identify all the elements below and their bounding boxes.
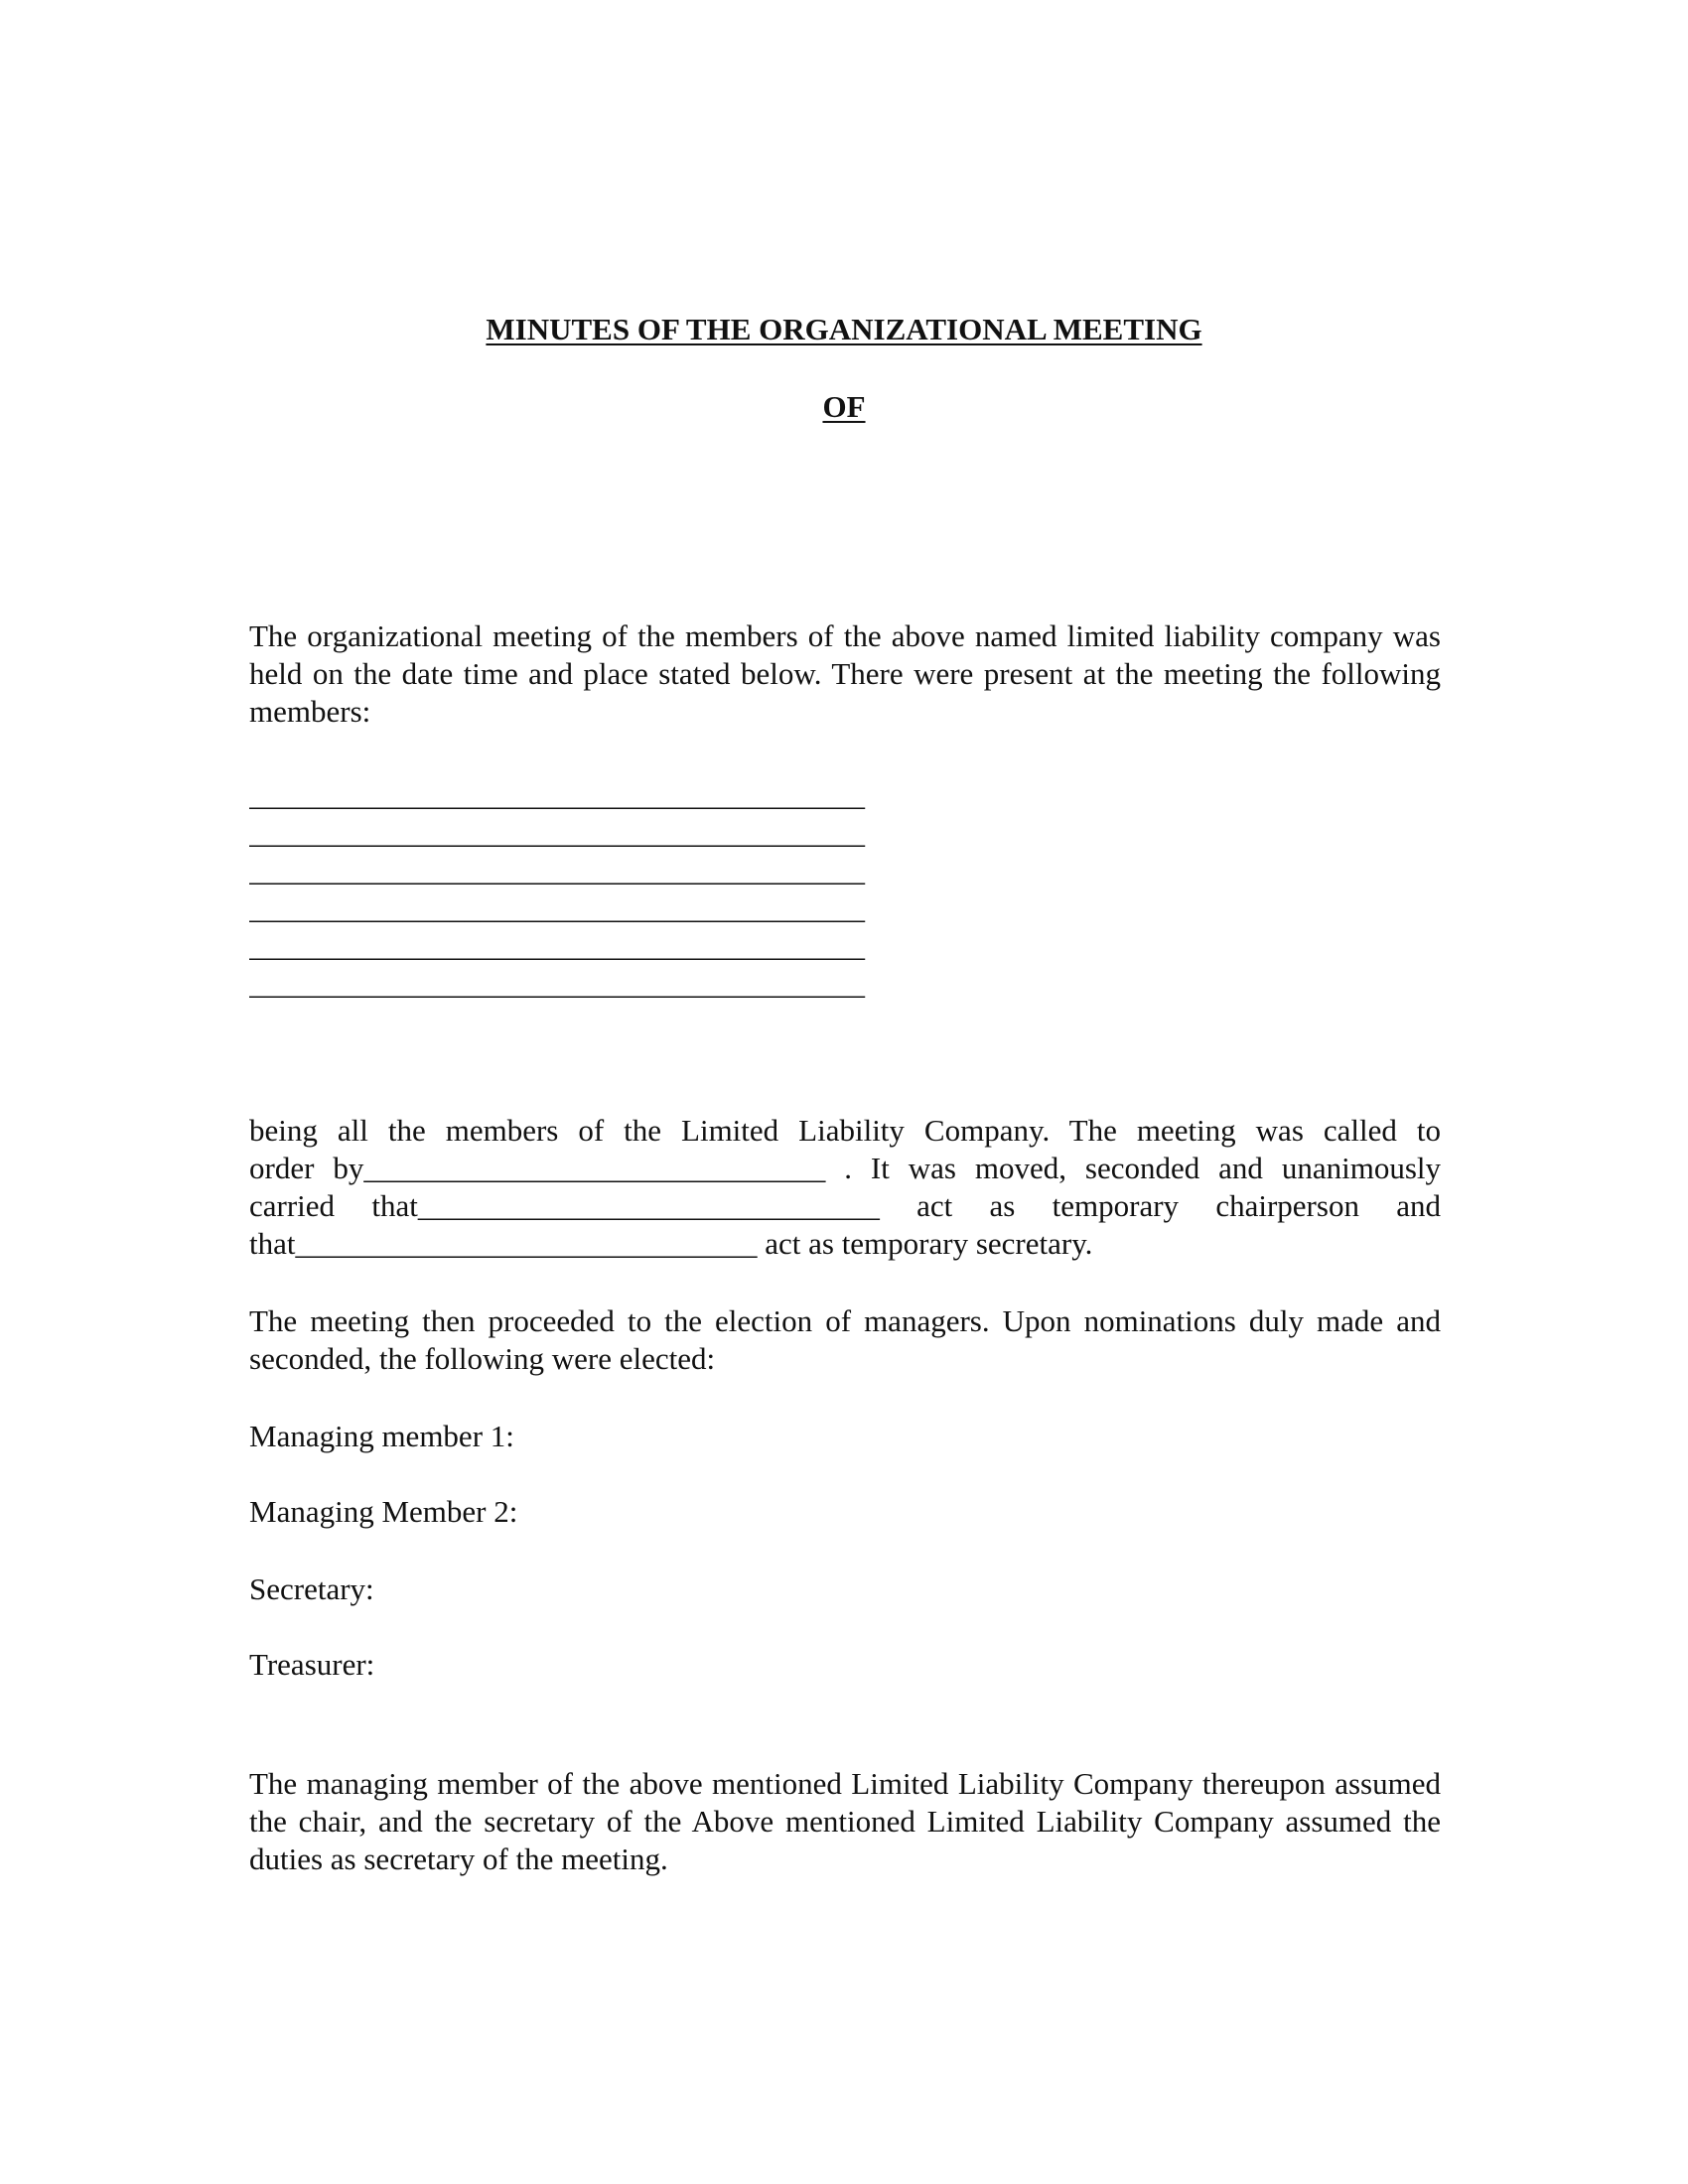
election-paragraph: The meeting then proceeded to the election of managers. Upon nominations duly made and seconded, the following were elected: — [249, 1303, 1441, 1376]
document-title-text: MINUTES OF THE ORGANIZATIONAL MEETING — [486, 312, 1202, 346]
member-blank-list — [249, 776, 1441, 1003]
chair-paragraph-block — [249, 1765, 1441, 1878]
chair-paragraph: The managing member of the above mentioned Limited Liability Company thereupon assumed the chair, and the secretary of the Above mentioned Limited Liability Company assumed the duties as secretary of the meeting. — [249, 1766, 1441, 1876]
officer-secretary: Secretary: — [249, 1571, 374, 1606]
call-to-order-paragraph — [249, 1112, 1441, 1263]
member-blank-line[interactable]: ________________________________________ — [249, 966, 865, 1001]
document-subtitle-text: OF — [822, 389, 866, 424]
document-title — [0, 312, 1688, 347]
officer-managing-member-2: Managing Member 2: — [249, 1494, 518, 1529]
member-blank-line[interactable]: ________________________________________ — [249, 777, 865, 812]
member-blank-line[interactable]: ________________________________________ — [249, 815, 865, 850]
call-to-order-line: being all the members of the Limited Liability Company. The meeting was called to — [249, 1113, 1441, 1148]
member-blank-line[interactable]: ________________________________________ — [249, 928, 865, 963]
intro-paragraph: The organizational meeting of the members of the above named limited liability company was held on the date time and place stated below. There were present at the meeting the following members: — [249, 618, 1441, 729]
election-paragraph-block — [249, 1302, 1441, 1378]
officer-treasurer: Treasurer: — [249, 1647, 375, 1682]
member-blank-line[interactable]: ________________________________________ — [249, 853, 865, 887]
intro-paragraph-block — [249, 617, 1441, 731]
officer-managing-member-1: Managing member 1: — [249, 1419, 514, 1453]
call-to-order-line: order by______________________________ . It was moved, seconded and unanimously — [249, 1151, 1441, 1185]
call-to-order-line: carried that______________________________ act as temporary chairperson and — [249, 1188, 1441, 1223]
document-subtitle — [0, 389, 1688, 425]
member-blank-line[interactable]: ________________________________________ — [249, 890, 865, 925]
call-to-order-line: that______________________________ act as temporary secretary. — [249, 1226, 1093, 1261]
